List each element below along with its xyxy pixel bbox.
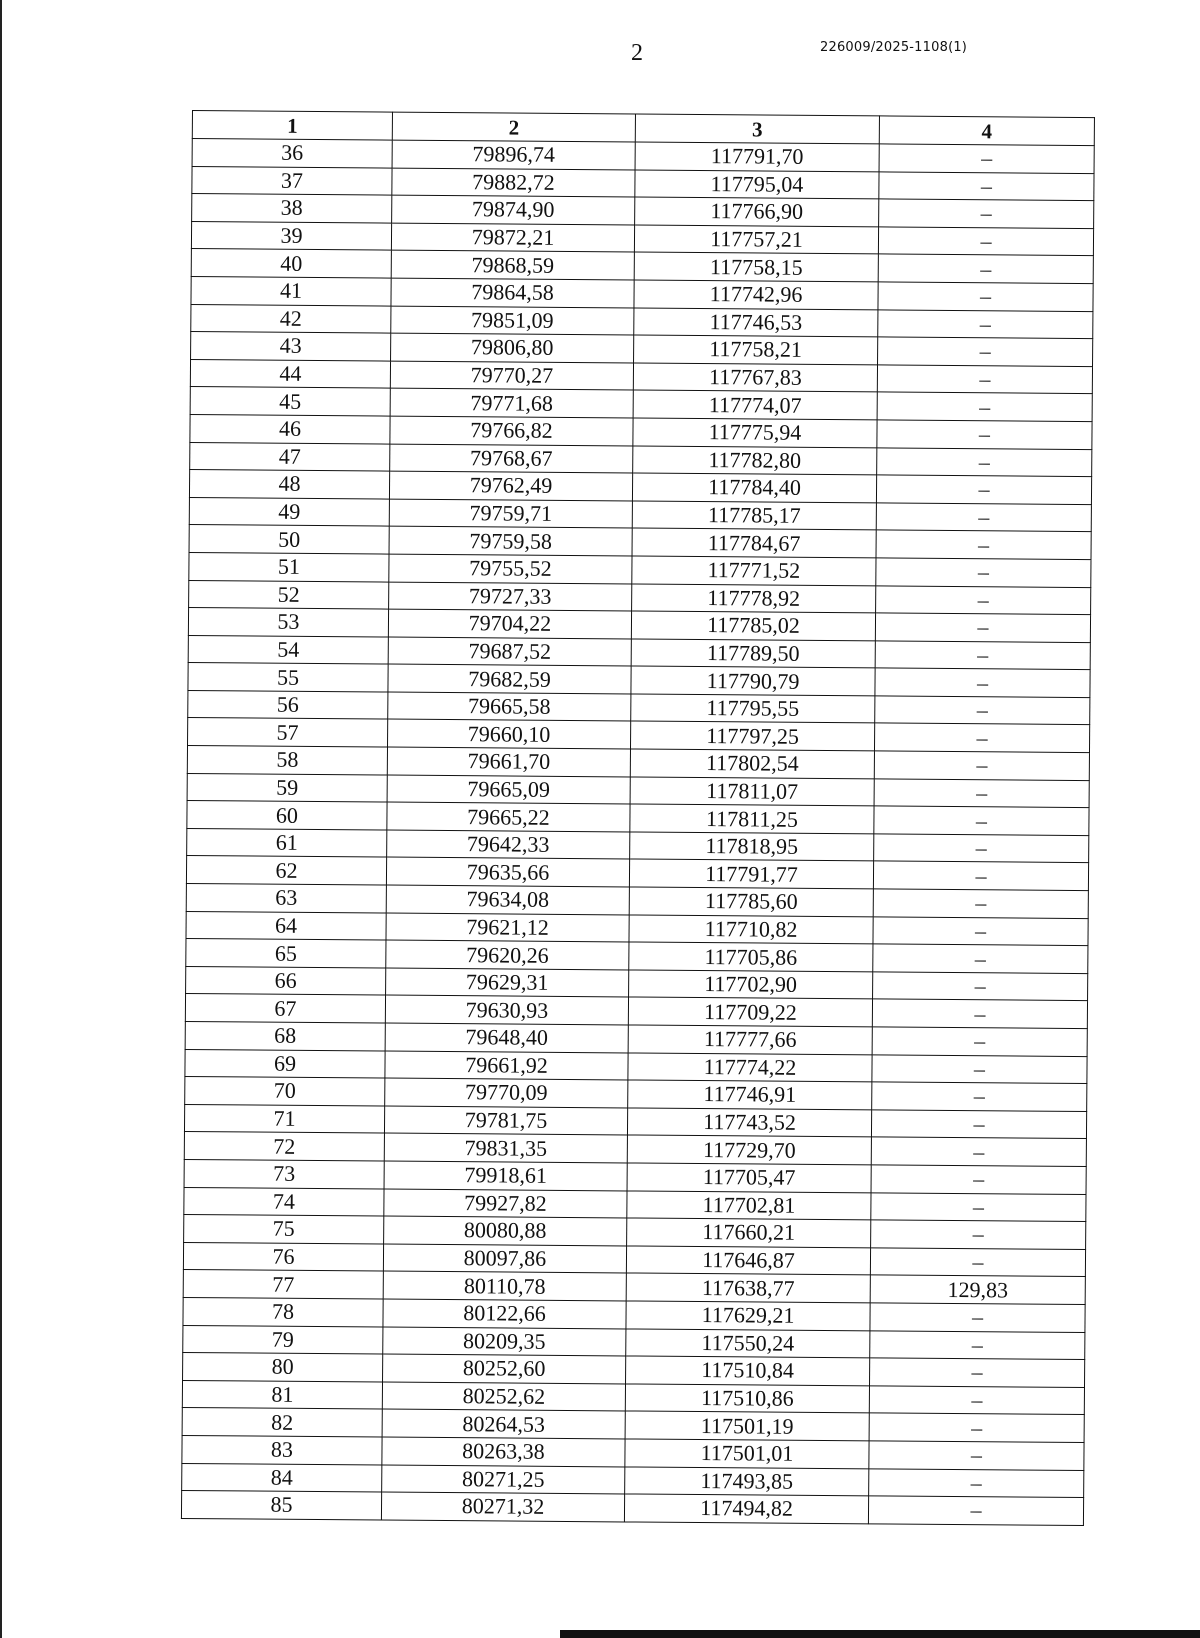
table-cell: 117702,81 bbox=[627, 1191, 871, 1221]
table-cell: 80110,78 bbox=[383, 1271, 626, 1301]
table-cell: 57 bbox=[188, 718, 388, 747]
table-cell: 79864,58 bbox=[391, 278, 634, 308]
table-cell: – bbox=[870, 1358, 1085, 1387]
table-cell: 79648,40 bbox=[385, 1023, 628, 1053]
table-cell: 82 bbox=[182, 1408, 382, 1437]
table-cell: 117702,90 bbox=[629, 970, 873, 1000]
table-cell: – bbox=[870, 1330, 1085, 1359]
table-cell: 84 bbox=[182, 1463, 382, 1492]
table-cell: 79806,80 bbox=[391, 333, 634, 363]
table-cell: 117550,24 bbox=[626, 1328, 870, 1358]
table-cell: 117795,04 bbox=[635, 170, 879, 200]
table-cell: 129,83 bbox=[870, 1275, 1085, 1304]
table-cell: 79781,75 bbox=[384, 1106, 627, 1136]
table-cell: – bbox=[870, 1303, 1085, 1332]
table-cell: 79896,74 bbox=[392, 140, 635, 170]
table-cell: 76 bbox=[183, 1242, 383, 1271]
table-cell: 75 bbox=[184, 1215, 384, 1244]
table-cell: 79762,49 bbox=[389, 471, 632, 501]
page-number: 2 bbox=[631, 40, 643, 66]
table-cell: 80271,25 bbox=[382, 1465, 625, 1495]
table-cell: 80 bbox=[183, 1353, 383, 1382]
table-cell: 52 bbox=[189, 580, 389, 609]
table-cell: 40 bbox=[191, 249, 391, 278]
coordinates-table-container bbox=[181, 110, 1094, 1526]
table-cell: 79927,82 bbox=[384, 1189, 627, 1219]
table-cell: 70 bbox=[185, 1077, 385, 1106]
table-cell: 59 bbox=[187, 773, 387, 802]
table-cell: 78 bbox=[183, 1297, 383, 1326]
table-cell: – bbox=[875, 613, 1090, 642]
table-cell: 117785,60 bbox=[629, 887, 873, 917]
table-cell: 79621,12 bbox=[386, 913, 629, 943]
table-cell: 68 bbox=[185, 1021, 385, 1050]
table-cell: 67 bbox=[185, 994, 385, 1023]
table-cell: 80252,62 bbox=[382, 1382, 625, 1412]
table-cell: 79872,21 bbox=[391, 223, 634, 253]
table-cell: – bbox=[872, 1054, 1087, 1083]
table-cell: 37 bbox=[192, 166, 392, 195]
table-cell: 79755,52 bbox=[389, 554, 632, 584]
table-cell: 79665,09 bbox=[387, 775, 630, 805]
table-cell: 58 bbox=[187, 746, 387, 775]
table-cell: 117782,80 bbox=[633, 446, 877, 476]
table-cell: 41 bbox=[191, 276, 391, 305]
table-cell: 117778,92 bbox=[632, 583, 876, 613]
table-cell: 117790,79 bbox=[631, 666, 875, 696]
table-cell: 79642,33 bbox=[387, 830, 630, 860]
table-cell: 117785,17 bbox=[632, 501, 876, 531]
table-cell: 64 bbox=[186, 911, 386, 940]
table-cell: 80252,60 bbox=[383, 1354, 626, 1384]
table-cell: – bbox=[870, 1248, 1085, 1277]
table-cell: – bbox=[869, 1386, 1084, 1415]
table-cell: 117818,95 bbox=[630, 832, 874, 862]
table-cell: 117510,86 bbox=[625, 1384, 869, 1414]
table-cell: 48 bbox=[189, 470, 389, 499]
table-cell: 117767,83 bbox=[633, 363, 877, 393]
table-cell: 73 bbox=[184, 1159, 384, 1188]
table-cell: 62 bbox=[186, 856, 386, 885]
table-cell: 80263,38 bbox=[382, 1437, 625, 1467]
table-cell: 117795,55 bbox=[631, 694, 875, 724]
table-cell: 56 bbox=[188, 690, 388, 719]
table-cell: 117629,21 bbox=[626, 1301, 870, 1331]
table-cell: 117710,82 bbox=[629, 915, 873, 945]
table-cell: – bbox=[872, 1082, 1087, 1111]
table-cell: – bbox=[873, 916, 1088, 945]
table-cell: – bbox=[871, 1165, 1086, 1194]
table-cell: 117501,19 bbox=[625, 1411, 869, 1441]
table-cell: – bbox=[868, 1496, 1083, 1525]
table-cell: – bbox=[871, 1110, 1086, 1139]
table-cell: 79661,92 bbox=[385, 1051, 628, 1081]
table-cell: 61 bbox=[187, 828, 387, 857]
table-cell: 117493,85 bbox=[625, 1466, 869, 1496]
table-cell: 79727,33 bbox=[389, 582, 632, 612]
table-cell: 79 bbox=[183, 1325, 383, 1354]
table-cell: 117774,07 bbox=[633, 390, 877, 420]
table-cell: 117746,53 bbox=[634, 308, 878, 338]
table-cell: 117784,67 bbox=[632, 528, 876, 558]
table-cell: 117501,01 bbox=[625, 1439, 869, 1469]
table-cell: 80097,86 bbox=[383, 1244, 626, 1274]
table-cell: – bbox=[875, 641, 1090, 670]
table-cell: 79660,10 bbox=[388, 720, 631, 750]
table-cell: – bbox=[879, 171, 1094, 200]
table-cell: 80264,53 bbox=[382, 1409, 625, 1439]
table-cell: 79882,72 bbox=[392, 168, 635, 198]
table-cell: 79768,67 bbox=[390, 444, 633, 474]
table-cell: – bbox=[871, 1220, 1086, 1249]
table-cell: 79874,90 bbox=[392, 195, 635, 225]
table-cell: – bbox=[873, 944, 1088, 973]
column-header: 4 bbox=[879, 116, 1094, 146]
scan-edge-left bbox=[0, 0, 2, 1638]
table-cell: 117766,90 bbox=[635, 197, 879, 227]
table-cell: 117784,40 bbox=[632, 473, 876, 503]
table-cell: 51 bbox=[189, 552, 389, 581]
table-cell: 117757,21 bbox=[634, 225, 878, 255]
column-header: 1 bbox=[192, 111, 392, 141]
table-cell: – bbox=[879, 144, 1094, 173]
table-cell: 79704,22 bbox=[388, 609, 631, 639]
table-cell: 79851,09 bbox=[391, 306, 634, 336]
table-cell: 117774,22 bbox=[628, 1053, 872, 1083]
table-cell: 50 bbox=[189, 525, 389, 554]
table-cell: 117789,50 bbox=[631, 639, 875, 669]
table-cell: 117811,25 bbox=[630, 804, 874, 834]
table-cell: – bbox=[869, 1441, 1084, 1470]
table-cell: 117777,66 bbox=[628, 1025, 872, 1055]
table-cell: 77 bbox=[183, 1270, 383, 1299]
table-cell: – bbox=[877, 420, 1092, 449]
table-cell: 79620,26 bbox=[386, 940, 629, 970]
table-cell: 54 bbox=[188, 635, 388, 664]
column-header: 3 bbox=[635, 114, 879, 144]
table-cell: 38 bbox=[192, 194, 392, 223]
table-cell: 117638,77 bbox=[626, 1273, 870, 1303]
table-cell: 65 bbox=[186, 939, 386, 968]
table-cell: 60 bbox=[187, 801, 387, 830]
table-cell: – bbox=[875, 696, 1090, 725]
table-cell: 79759,71 bbox=[389, 499, 632, 529]
table-cell: 79682,59 bbox=[388, 664, 631, 694]
table-cell: 117646,87 bbox=[626, 1246, 870, 1276]
table-cell: 81 bbox=[182, 1380, 382, 1409]
table-cell: 117811,07 bbox=[630, 777, 874, 807]
table-cell: 117802,54 bbox=[630, 749, 874, 779]
column-header: 2 bbox=[392, 112, 635, 142]
table-body bbox=[181, 139, 1094, 1526]
table-cell: – bbox=[874, 834, 1089, 863]
table-cell: 79687,52 bbox=[388, 637, 631, 667]
scan-edge-bottom bbox=[560, 1630, 1200, 1638]
table-cell: 79635,66 bbox=[386, 857, 629, 887]
table-cell: 49 bbox=[189, 497, 389, 526]
table-cell: 117785,02 bbox=[631, 611, 875, 641]
table-cell: 45 bbox=[190, 387, 390, 416]
table-cell: 117797,25 bbox=[630, 721, 874, 751]
table-cell: 42 bbox=[191, 304, 391, 333]
table-cell: 46 bbox=[190, 414, 390, 443]
table-cell: 117791,70 bbox=[635, 142, 879, 172]
table-cell: 117705,47 bbox=[627, 1163, 871, 1193]
table-cell: – bbox=[878, 227, 1093, 256]
table-cell: 36 bbox=[192, 139, 392, 168]
table-cell: 117510,84 bbox=[626, 1356, 870, 1386]
table-cell: 79771,68 bbox=[390, 388, 633, 418]
table-cell: 79665,58 bbox=[388, 692, 631, 722]
table-cell: 117758,15 bbox=[634, 252, 878, 282]
table-cell: 85 bbox=[181, 1491, 381, 1520]
table-cell: – bbox=[877, 447, 1092, 476]
table-cell: 117775,94 bbox=[633, 418, 877, 448]
table-cell: 72 bbox=[184, 1132, 384, 1161]
table-cell: 69 bbox=[185, 1049, 385, 1078]
table-cell: – bbox=[876, 558, 1091, 587]
table-cell: 74 bbox=[184, 1187, 384, 1216]
table-cell: – bbox=[876, 475, 1091, 504]
table-cell: – bbox=[871, 1192, 1086, 1221]
table-cell: 79630,93 bbox=[385, 995, 628, 1025]
table-cell: 63 bbox=[186, 884, 386, 913]
table-cell: 117494,82 bbox=[624, 1494, 868, 1524]
table-cell: 55 bbox=[188, 663, 388, 692]
table-cell: 117660,21 bbox=[627, 1218, 871, 1248]
table-cell: 79759,58 bbox=[389, 526, 632, 556]
table-cell: – bbox=[872, 1027, 1087, 1056]
table-cell: – bbox=[869, 1468, 1084, 1497]
table-cell: 117758,21 bbox=[634, 335, 878, 365]
table-cell: 117746,91 bbox=[628, 1080, 872, 1110]
table-cell: – bbox=[875, 668, 1090, 697]
table-cell: 44 bbox=[190, 359, 390, 388]
table-cell: 79831,35 bbox=[384, 1133, 627, 1163]
table-cell: 117743,52 bbox=[627, 1108, 871, 1138]
table-cell: – bbox=[874, 806, 1089, 835]
table-cell: – bbox=[873, 889, 1088, 918]
table-cell: 117709,22 bbox=[628, 997, 872, 1027]
table-cell: 80122,66 bbox=[383, 1299, 626, 1329]
table-cell: – bbox=[877, 392, 1092, 421]
table-cell: – bbox=[879, 199, 1094, 228]
table-cell: 80080,88 bbox=[384, 1216, 627, 1246]
table-cell: 71 bbox=[184, 1104, 384, 1133]
table-cell: – bbox=[876, 585, 1091, 614]
table-cell: 79661,70 bbox=[387, 747, 630, 777]
table-cell: 117729,70 bbox=[627, 1135, 871, 1165]
table-cell: – bbox=[876, 503, 1091, 532]
table-cell: – bbox=[878, 309, 1093, 338]
table-cell: 80209,35 bbox=[383, 1327, 626, 1357]
table-row bbox=[181, 1491, 1083, 1526]
table-cell: – bbox=[877, 365, 1092, 394]
table-cell: – bbox=[871, 1137, 1086, 1166]
document-id: 226009/2025-1108(1) bbox=[820, 40, 968, 55]
table-cell: – bbox=[878, 337, 1093, 366]
coordinates-table bbox=[181, 110, 1095, 1526]
table-cell: – bbox=[873, 861, 1088, 890]
table-cell: 53 bbox=[188, 608, 388, 637]
table-cell: 79770,27 bbox=[390, 361, 633, 391]
table-cell: 79770,09 bbox=[385, 1078, 628, 1108]
table-cell: 117742,96 bbox=[634, 280, 878, 310]
table-cell: – bbox=[874, 751, 1089, 780]
table-cell: 79629,31 bbox=[386, 968, 629, 998]
table-cell: – bbox=[872, 999, 1087, 1028]
table-cell: 79918,61 bbox=[384, 1161, 627, 1191]
table-cell: 66 bbox=[186, 966, 386, 995]
table-cell: 83 bbox=[182, 1435, 382, 1464]
table-cell: – bbox=[878, 254, 1093, 283]
table-cell: 43 bbox=[191, 332, 391, 361]
table-cell: – bbox=[878, 282, 1093, 311]
table-cell: 117791,77 bbox=[629, 859, 873, 889]
table-cell: 80271,32 bbox=[381, 1492, 624, 1522]
table-cell: 79665,22 bbox=[387, 802, 630, 832]
table-cell: 117771,52 bbox=[632, 556, 876, 586]
table-cell: 39 bbox=[191, 221, 391, 250]
table-cell: – bbox=[874, 779, 1089, 808]
table-cell: 79766,82 bbox=[390, 416, 633, 446]
table-cell: 79634,08 bbox=[386, 885, 629, 915]
table-cell: – bbox=[873, 972, 1088, 1001]
table-cell: – bbox=[874, 723, 1089, 752]
table-cell: – bbox=[869, 1413, 1084, 1442]
table-cell: 47 bbox=[190, 442, 390, 471]
table-cell: – bbox=[876, 530, 1091, 559]
table-cell: 79868,59 bbox=[391, 250, 634, 280]
table-cell: 117705,86 bbox=[629, 942, 873, 972]
